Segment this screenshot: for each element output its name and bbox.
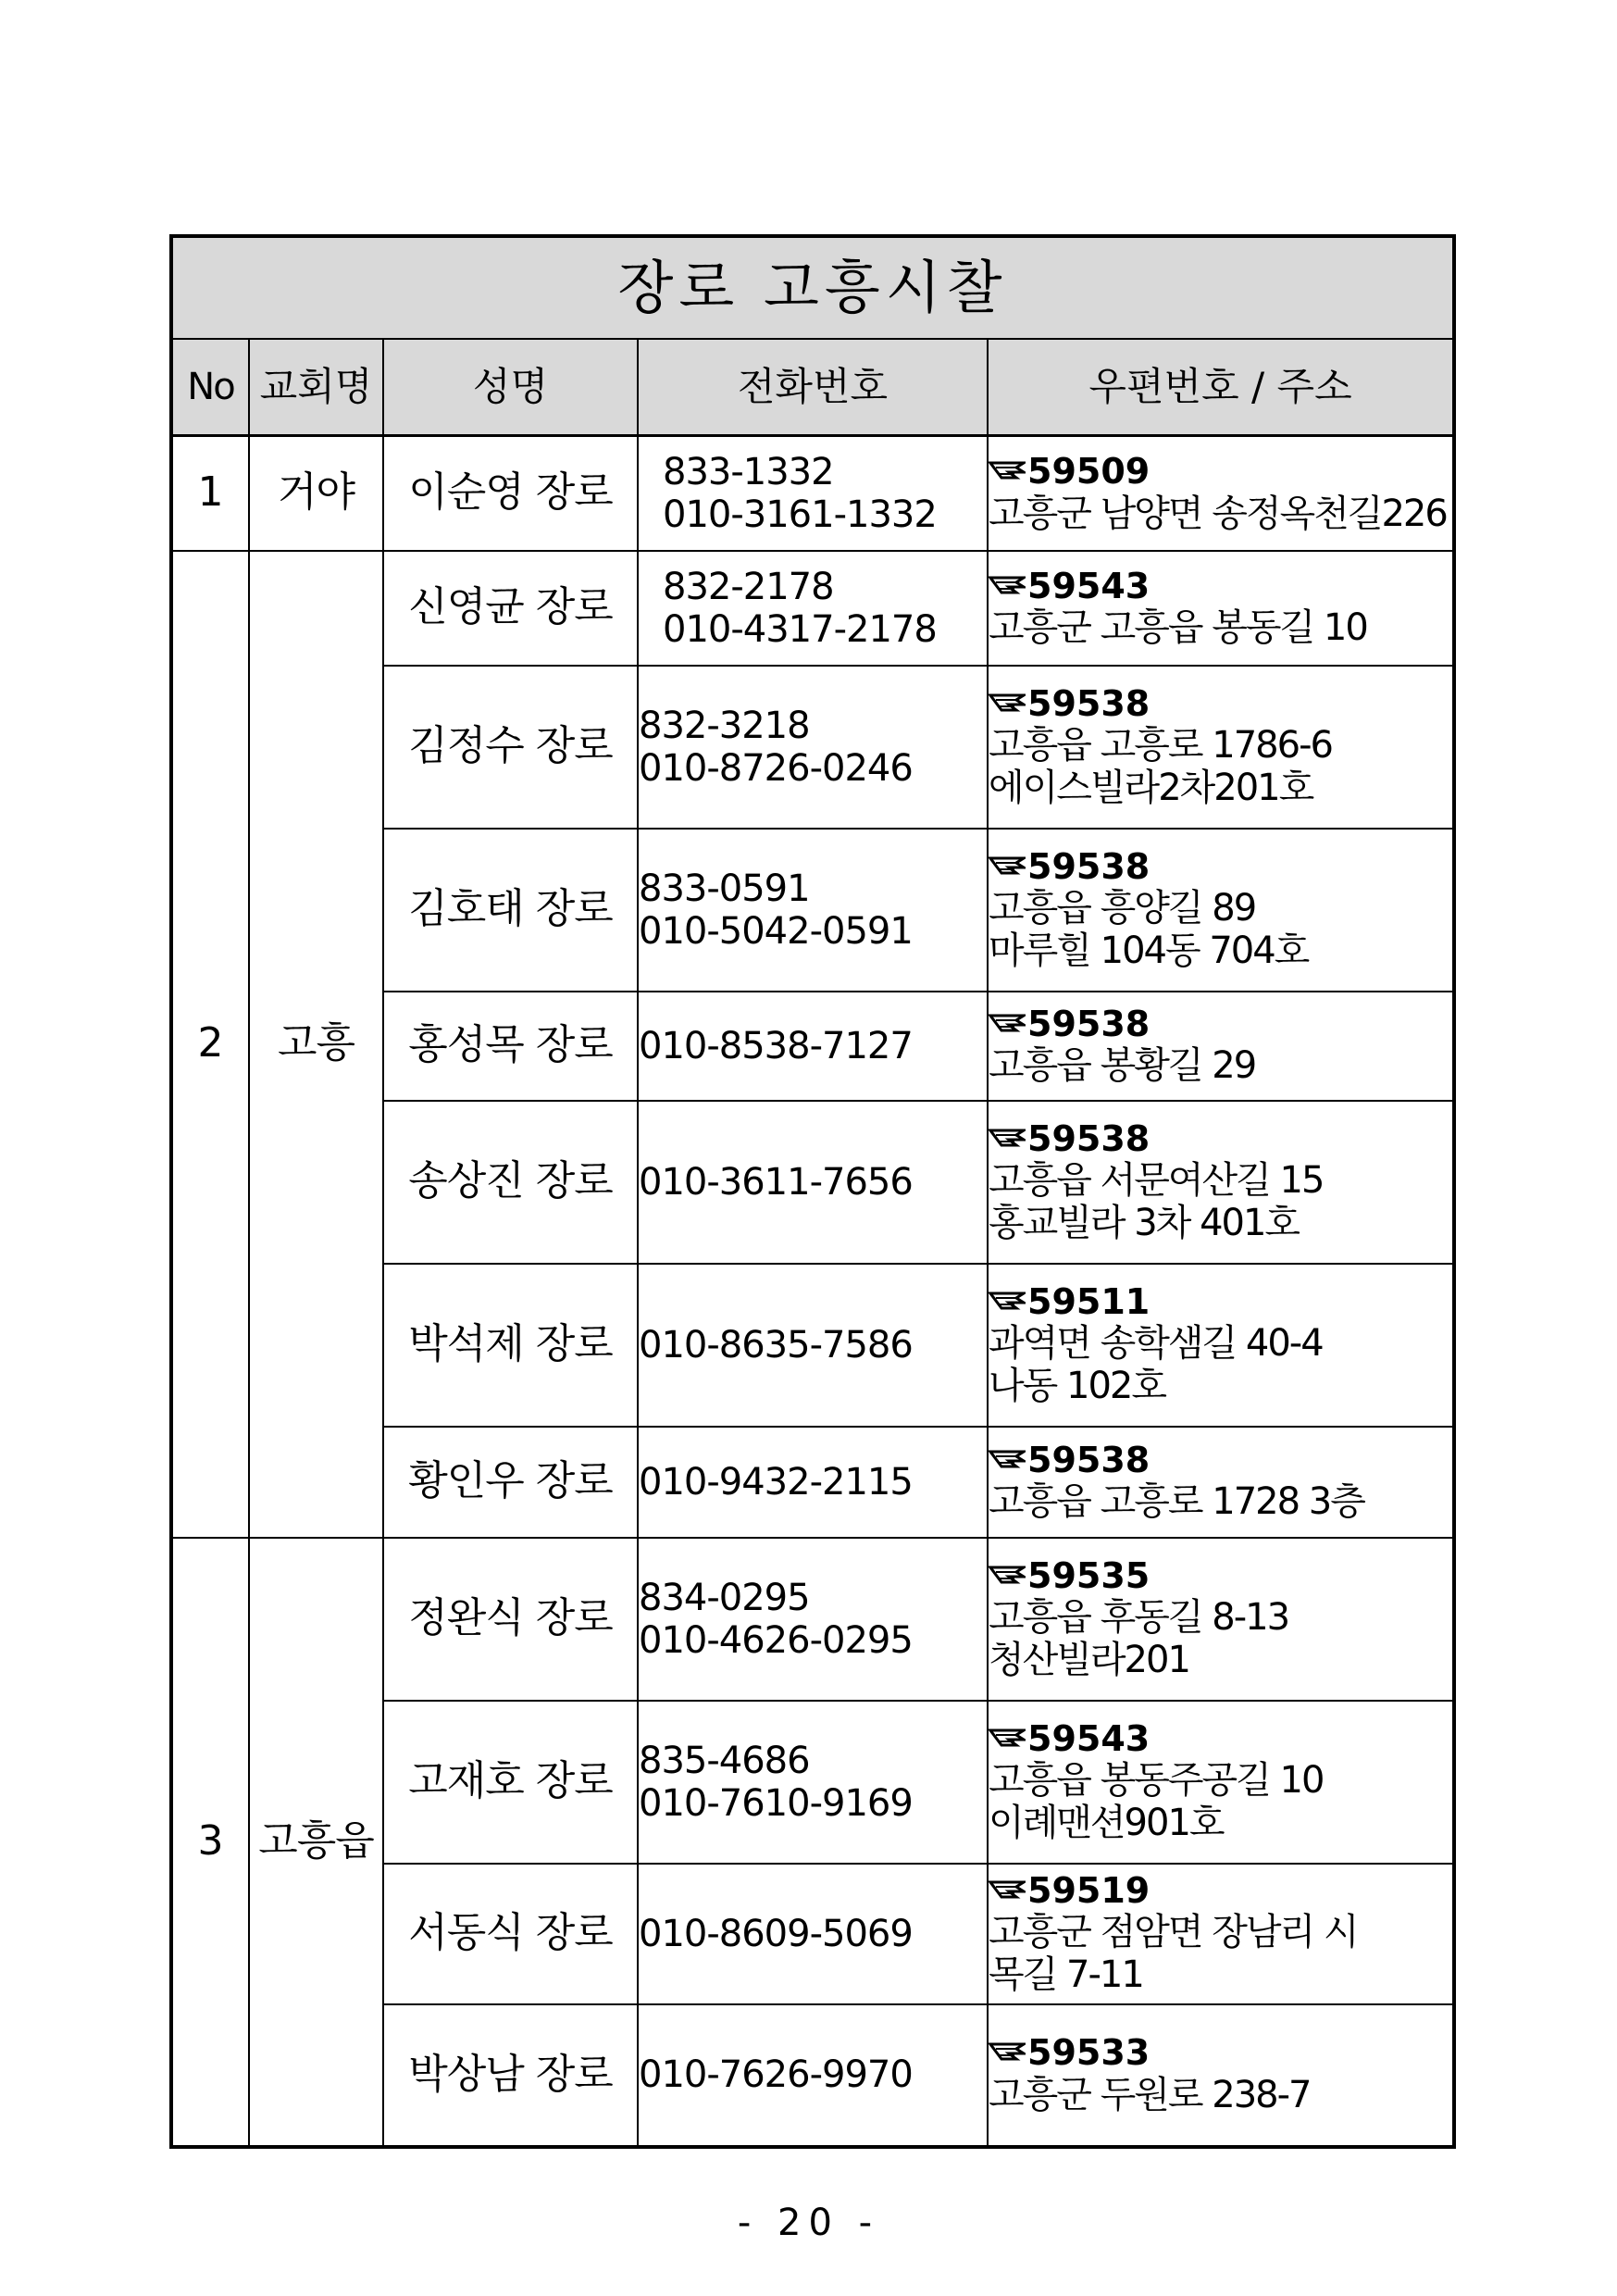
phone-cell xyxy=(638,666,988,829)
zip-code xyxy=(989,1871,1452,1912)
header-address: 우편번호 / 주소 xyxy=(988,339,1454,436)
address-line: 고흥읍 후동길 8-13 xyxy=(989,1596,1289,1640)
group-number: 2 xyxy=(171,551,249,1538)
phone-cell xyxy=(638,2004,988,2147)
phone-number: 010-3161-1332 xyxy=(663,493,937,536)
address-line: 고흥읍 고흥로 1786-6 xyxy=(989,724,1332,767)
table-row xyxy=(171,551,1454,666)
phone-cell xyxy=(638,1538,988,1701)
zip-code-text: 59538 xyxy=(1027,1117,1151,1159)
address-cell xyxy=(988,1264,1454,1427)
phone-number: 010-9432-2115 xyxy=(639,1460,913,1504)
address-line: 나동 102호 xyxy=(989,1365,1165,1408)
address-cell xyxy=(988,666,1454,829)
elder-name: 황인우 장로 xyxy=(383,1427,638,1538)
table-title: 장로 고흥시찰 xyxy=(171,236,1454,339)
address-line: 목길 7-11 xyxy=(989,1953,1143,1997)
zip-code xyxy=(989,847,1452,888)
zip-code-text: 59533 xyxy=(1027,2032,1151,2074)
postal-mark-icon xyxy=(989,1727,1026,1751)
phone-number: 010-3611-7656 xyxy=(639,1160,913,1204)
zip-code xyxy=(989,1441,1452,1481)
address-cell xyxy=(988,436,1454,551)
elder-name: 김정수 장로 xyxy=(383,666,638,829)
phone-number: 832-2178 xyxy=(663,565,834,608)
elder-name: 정완식 장로 xyxy=(383,1538,638,1701)
address-line: 고흥군 고흥읍 봉동길 10 xyxy=(989,606,1367,650)
zip-code-text: 59538 xyxy=(1027,1003,1151,1044)
phone-number: 010-4317-2178 xyxy=(663,607,937,651)
elder-name: 홍성목 장로 xyxy=(383,992,638,1101)
header-phone: 전화번호 xyxy=(638,339,988,436)
address-line: 고흥읍 고흥로 1728 3층 xyxy=(989,1480,1364,1524)
postal-mark-icon xyxy=(989,1448,1026,1472)
phone-cell xyxy=(638,992,988,1101)
elder-name: 고재호 장로 xyxy=(383,1701,638,1864)
page-number: - 20 - xyxy=(737,2202,880,2244)
church-name: 고흥 xyxy=(249,551,383,1538)
postal-mark-icon xyxy=(989,1127,1026,1151)
zip-code-text: 59511 xyxy=(1027,1280,1151,1322)
postal-mark-icon xyxy=(989,574,1026,598)
phone-cell xyxy=(638,551,988,666)
table-row xyxy=(171,436,1454,551)
postal-mark-icon xyxy=(989,1564,1026,1588)
address-line: 고흥군 점암면 장남리 시 xyxy=(989,1911,1358,1954)
zip-code xyxy=(989,684,1452,725)
elder-name: 송상진 장로 xyxy=(383,1101,638,1264)
address-cell xyxy=(988,1101,1454,1264)
address-line: 고흥읍 흥양길 89 xyxy=(989,887,1256,930)
address-line: 고흥군 두원로 238-7 xyxy=(989,2073,1311,2116)
postal-mark-icon xyxy=(989,692,1026,716)
phone-cell xyxy=(638,436,988,551)
phone-number: 010-8726-0246 xyxy=(639,746,913,790)
postal-mark-icon xyxy=(989,1290,1026,1314)
phone-cell xyxy=(638,829,988,992)
address-line: 에이스빌라2차201호 xyxy=(989,767,1313,810)
phone-number: 010-8609-5069 xyxy=(639,1912,913,1955)
address-cell xyxy=(988,1701,1454,1864)
phone-number: 832-3218 xyxy=(639,704,810,747)
address-cell xyxy=(988,2004,1454,2147)
zip-code xyxy=(989,1004,1452,1045)
postal-mark-icon xyxy=(989,1012,1026,1036)
address-cell xyxy=(988,1538,1454,1701)
group-number: 1 xyxy=(171,436,249,551)
phone-number: 010-4626-0295 xyxy=(639,1618,913,1662)
phone-number: 834-0295 xyxy=(639,1576,810,1619)
phone-number: 833-1332 xyxy=(663,450,834,493)
header-no: No xyxy=(171,339,249,436)
church-name: 고흥읍 xyxy=(249,1538,383,2147)
postal-mark-icon xyxy=(989,1878,1026,1903)
zip-code xyxy=(989,2033,1452,2074)
zip-code xyxy=(989,1282,1452,1323)
address-cell xyxy=(988,1427,1454,1538)
table-row xyxy=(171,1538,1454,1701)
zip-code xyxy=(989,1119,1452,1160)
address-line: 마루힐 104동 704호 xyxy=(989,930,1309,973)
phone-number: 010-5042-0591 xyxy=(639,909,913,953)
zip-code-text: 59519 xyxy=(1027,1869,1151,1911)
address-line: 고흥읍 서문여산길 15 xyxy=(989,1159,1324,1203)
zip-code xyxy=(989,1556,1452,1597)
zip-code-text: 59538 xyxy=(1027,682,1151,724)
phone-cell xyxy=(638,1264,988,1427)
phone-number: 835-4686 xyxy=(639,1739,810,1782)
elder-name: 이순영 장로 xyxy=(383,436,638,551)
address-cell xyxy=(988,829,1454,992)
elder-name: 서동식 장로 xyxy=(383,1864,638,2004)
address-line: 고흥군 남양면 송정옥천길226 xyxy=(989,492,1447,535)
address-cell xyxy=(988,992,1454,1101)
zip-code xyxy=(989,567,1452,607)
elder-name: 신영균 장로 xyxy=(383,551,638,666)
address-cell xyxy=(988,1864,1454,2004)
phone-number: 010-8538-7127 xyxy=(639,1024,913,1067)
church-name: 거야 xyxy=(249,436,383,551)
phone-number: 833-0591 xyxy=(639,867,810,910)
phone-number: 010-7626-9970 xyxy=(639,2053,913,2096)
zip-code-text: 59509 xyxy=(1027,450,1151,492)
header-name: 성명 xyxy=(383,339,638,436)
phone-cell xyxy=(638,1864,988,2004)
zip-code xyxy=(989,1719,1452,1760)
header-church: 교회명 xyxy=(249,339,383,436)
address-line: 고흥읍 봉동주공길 10 xyxy=(989,1759,1324,1803)
phone-number: 010-7610-9169 xyxy=(639,1781,913,1825)
postal-mark-icon xyxy=(989,855,1026,879)
address-line: 이례맨션901호 xyxy=(989,1802,1224,1845)
elder-name: 박상남 장로 xyxy=(383,2004,638,2147)
phone-number: 010-8635-7586 xyxy=(639,1323,913,1366)
zip-code-text: 59543 xyxy=(1027,565,1151,606)
phone-cell xyxy=(638,1101,988,1264)
address-line: 홍교빌라 3차 401호 xyxy=(989,1202,1300,1245)
zip-code-text: 59538 xyxy=(1027,1439,1151,1480)
zip-code-text: 59538 xyxy=(1027,845,1151,887)
zip-code-text: 59535 xyxy=(1027,1554,1151,1596)
group-number: 3 xyxy=(171,1538,249,2147)
address-line: 과역면 송학샘길 40-4 xyxy=(989,1322,1323,1366)
postal-mark-icon xyxy=(989,2040,1026,2065)
address-line: 청산빌라201 xyxy=(989,1639,1189,1682)
zip-code-text: 59543 xyxy=(1027,1717,1151,1759)
elder-name: 김호태 장로 xyxy=(383,829,638,992)
address-line: 고흥읍 봉황길 29 xyxy=(989,1044,1256,1088)
phone-cell xyxy=(638,1427,988,1538)
table-body xyxy=(171,436,1454,2147)
zip-code xyxy=(989,452,1452,493)
phone-cell xyxy=(638,1701,988,1864)
elder-name: 박석제 장로 xyxy=(383,1264,638,1427)
postal-mark-icon xyxy=(989,459,1026,483)
address-cell xyxy=(988,551,1454,666)
elders-directory-table xyxy=(169,234,1456,2149)
